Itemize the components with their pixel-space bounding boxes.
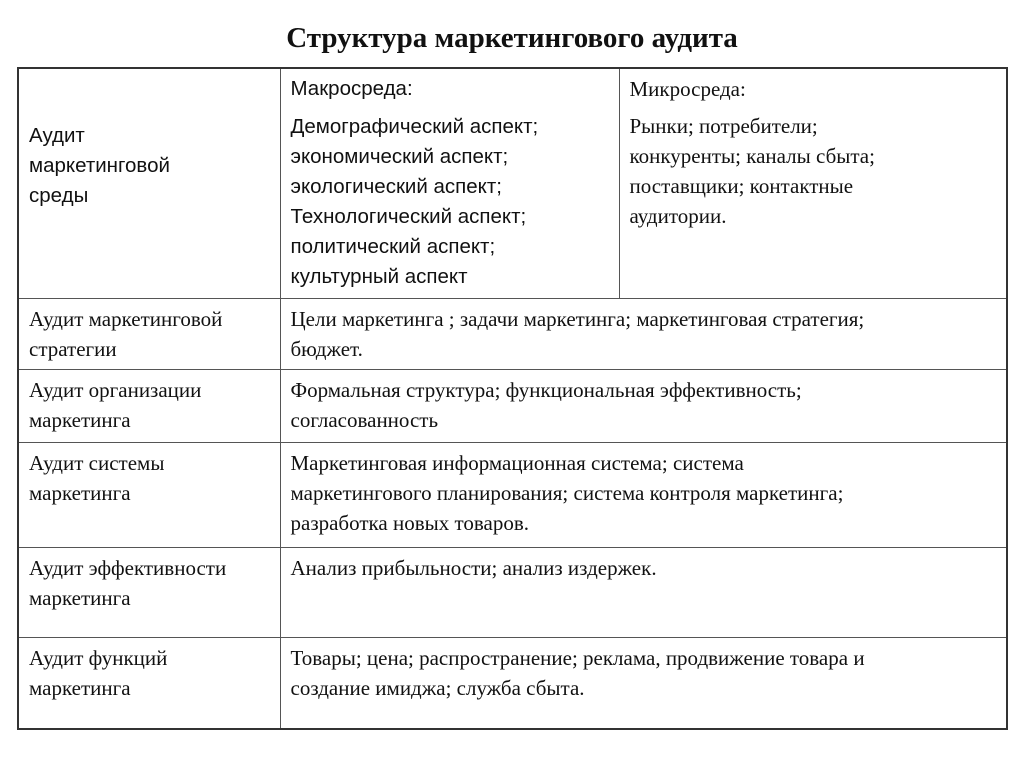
label-line: Аудит организации [29,377,202,402]
label-line: маркетинга [29,480,131,505]
macro-line: политический аспект; [290,235,496,258]
macro-line: экологический аспект; [290,175,502,198]
content-line: Маркетинговая информационная система; система [290,450,744,475]
macro-environment-cell [280,68,619,298]
table-row-systems [18,442,1007,547]
content-line: Формальная структура; функциональная эффективность; [290,377,802,402]
micro-line: Рынки; потребители; [629,114,818,138]
label-line: Аудит эффективности [29,555,227,580]
table-row-environment [18,68,1007,298]
content-line: маркетингового планирования; система контроля маркетинга; [290,480,844,505]
content-line: создание имиджа; служба сбыта. [290,675,585,700]
label-line: Аудит [29,123,85,147]
row-label-systems [18,442,280,547]
row-content-functions [280,637,1007,729]
content-line: согласованность [290,407,439,432]
content-line: бюджет. [290,336,363,361]
row-content-systems [280,442,1007,547]
label-line: маркетинга [29,675,131,700]
macro-line: Демографический аспект; [290,115,539,138]
macro-heading: Макросреда: [290,77,413,100]
page-title: Структура маркетингового аудита [286,22,738,54]
micro-heading: Микросреда: [629,77,746,101]
row-label-efficiency [18,547,280,637]
label-line: Аудит системы [29,450,165,475]
row-label-environment [18,68,280,298]
content-line: Цели маркетинга ; задачи маркетинга; маркетинговая стратегия; [290,306,865,331]
row-content-efficiency [280,547,1007,637]
label-line: Аудит функций [29,645,168,670]
macro-line: Технологический аспект; [290,205,527,228]
micro-line: аудитории. [629,204,727,228]
row-content-strategy [280,298,1007,369]
micro-line: конкуренты; каналы сбыта; [629,144,875,168]
row-label-strategy [18,298,280,369]
label-line: маркетинговой [29,153,170,177]
label-line: маркетинга [29,585,131,610]
label-line: среды [29,183,89,207]
content-line: Товары; цена; распространение; реклама, продвижение товара и [290,645,865,670]
macro-line: экономический аспект; [290,145,509,168]
macro-line: культурный аспект [290,265,468,288]
micro-line: поставщики; контактные [629,174,854,198]
audit-structure-table [17,67,1008,730]
micro-environment-cell [619,68,1007,298]
row-label-functions [18,637,280,729]
content-line: Анализ прибыльности; анализ издержек. [290,555,657,580]
content-line: разработка новых товаров. [290,510,530,535]
table-row-functions [18,637,1007,729]
table-row-efficiency [18,547,1007,637]
table-row-organization [18,369,1007,442]
row-content-organization [280,369,1007,442]
label-line: стратегии [29,336,117,361]
table-row-strategy [18,298,1007,369]
row-label-organization [18,369,280,442]
label-line: маркетинга [29,407,131,432]
label-line: Аудит маркетинговой [29,306,223,331]
